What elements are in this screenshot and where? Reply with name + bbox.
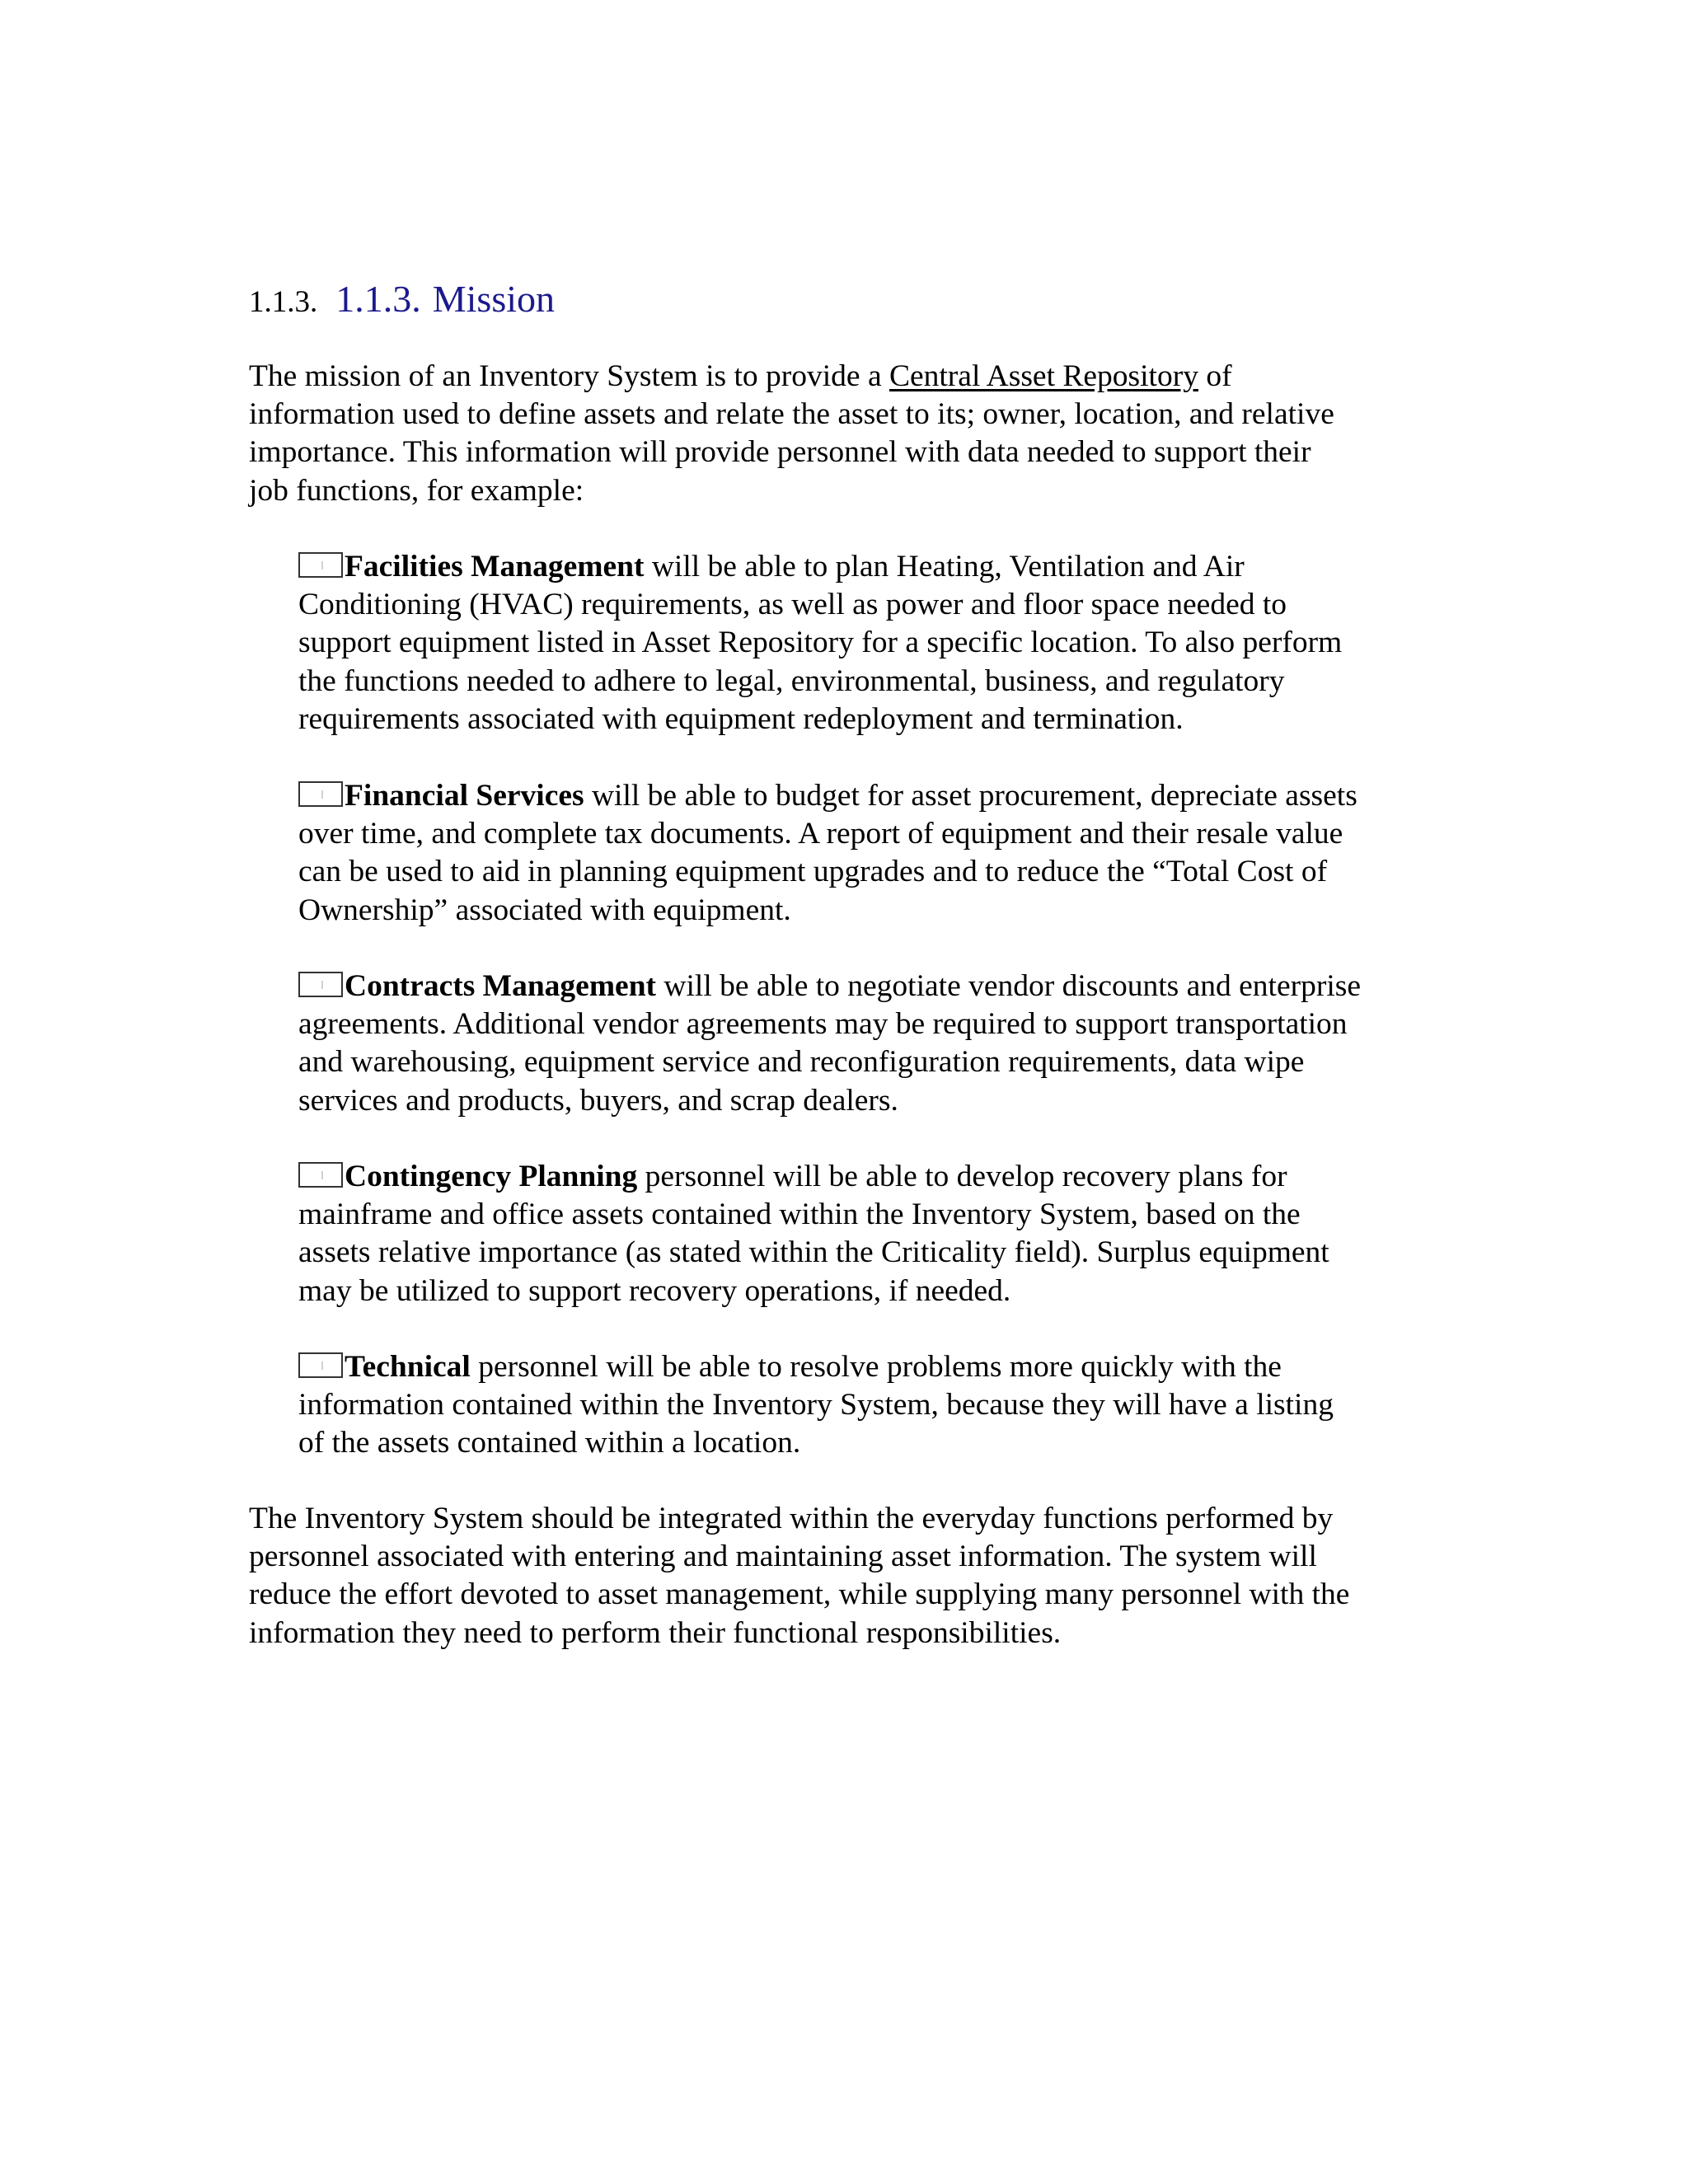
closing-line: reduce the effort devoted to asset management, while supplying many personnel with the xyxy=(249,1577,1350,1612)
intro-paragraph xyxy=(249,358,1452,510)
bullet-line: requirements associated with equipment redeployment and termination. xyxy=(298,701,1184,736)
bullet-line: mainframe and office assets contained within the Inventory System, based on the xyxy=(298,1197,1301,1232)
closing-line: information they need to perform their functional responsibilities. xyxy=(249,1615,1062,1650)
bullet-term: Technical xyxy=(345,1350,471,1384)
bullet-line: information contained within the Inventory System, because they will have a listing xyxy=(298,1388,1334,1422)
bullet-line: the functions needed to adhere to legal, environmental, business, and regulatory xyxy=(298,663,1285,698)
heading-title: Mission xyxy=(432,278,556,320)
checkbox-icon xyxy=(298,972,343,997)
bullet-line: can be used to aid in planning equipment upgrades and to reduce the “Total Cost of xyxy=(298,855,1328,889)
bullet-line: support equipment listed in Asset Repository for a specific location. To also perform xyxy=(298,626,1343,660)
central-asset-repository-link[interactable]: Central Asset Repository xyxy=(889,359,1198,393)
bullet-term: Facilities Management xyxy=(345,550,645,583)
intro-line xyxy=(249,358,1452,396)
bullet-line: over time, and complete tax documents. A report of equipment and their resale value xyxy=(298,817,1343,851)
bullet-text: will be able to negotiate vendor discounts and enterprise xyxy=(656,969,1362,1003)
bullet-line: of the assets contained within a location. xyxy=(298,1426,801,1460)
bullet-term: Financial Services xyxy=(345,779,584,813)
checkbox-icon xyxy=(298,1352,343,1378)
bullet-line: may be utilized to support recovery operations, if needed. xyxy=(298,1273,1011,1308)
bullet-text: personnel will be able to develop recovery plans for xyxy=(637,1160,1287,1193)
intro-line: information used to define assets and relate the asset to its; owner, location, and relative xyxy=(249,397,1334,432)
bullet-line xyxy=(298,548,1452,586)
heading-prefix: 1.1.3. xyxy=(249,285,318,319)
bullet-line xyxy=(298,968,1452,1005)
closing-line: The Inventory System should be integrated within the everyday functions performed by xyxy=(249,1502,1334,1535)
checkbox-icon xyxy=(298,552,343,578)
closing-line: personnel associated with entering and maintaining asset information. The system will xyxy=(249,1540,1317,1574)
intro-text: The mission of an Inventory System is to provide a xyxy=(249,359,889,393)
bullet-text: will be able to plan Heating, Ventilation and Air xyxy=(644,550,1245,583)
closing-paragraph xyxy=(249,1500,1452,1652)
bullet-term: Contracts Management xyxy=(345,969,657,1003)
intro-line: job functions, for example: xyxy=(249,473,584,508)
bullet-contracts-management xyxy=(298,968,1452,1120)
bullet-line xyxy=(298,777,1452,815)
bullet-line: Conditioning (HVAC) requirements, as well as power and floor space needed to xyxy=(298,588,1287,622)
bullet-facilities-management xyxy=(298,548,1452,738)
intro-text: of xyxy=(1198,359,1232,393)
bullet-technical xyxy=(298,1348,1452,1463)
bullet-line: agreements. Additional vendor agreements may be required to support transportation xyxy=(298,1007,1348,1042)
bullet-line xyxy=(298,1158,1452,1196)
bullet-term: Contingency Planning xyxy=(345,1160,638,1193)
intro-line: importance. This information will provide personnel with data needed to support their xyxy=(249,435,1311,470)
heading-number: 1.1.3. xyxy=(335,278,421,320)
bullet-line: Ownership” associated with equipment. xyxy=(298,893,791,927)
section-heading xyxy=(249,274,555,333)
bullet-contingency-planning xyxy=(298,1158,1452,1310)
bullet-line: services and products, buyers, and scrap dealers. xyxy=(298,1083,898,1118)
bullet-text: personnel will be able to resolve problems more quickly with the xyxy=(470,1350,1282,1384)
bullet-line: assets relative importance (as stated within the Criticality field). Surplus equipment xyxy=(298,1235,1329,1270)
checkbox-icon xyxy=(298,1162,343,1188)
checkbox-icon xyxy=(298,781,343,807)
bullet-financial-services xyxy=(298,777,1452,930)
bullet-line: and warehousing, equipment service and reconfiguration requirements, data wipe xyxy=(298,1045,1305,1080)
bullet-line xyxy=(298,1348,1452,1386)
bullet-text: will be able to budget for asset procurement, depreciate assets xyxy=(584,779,1357,813)
